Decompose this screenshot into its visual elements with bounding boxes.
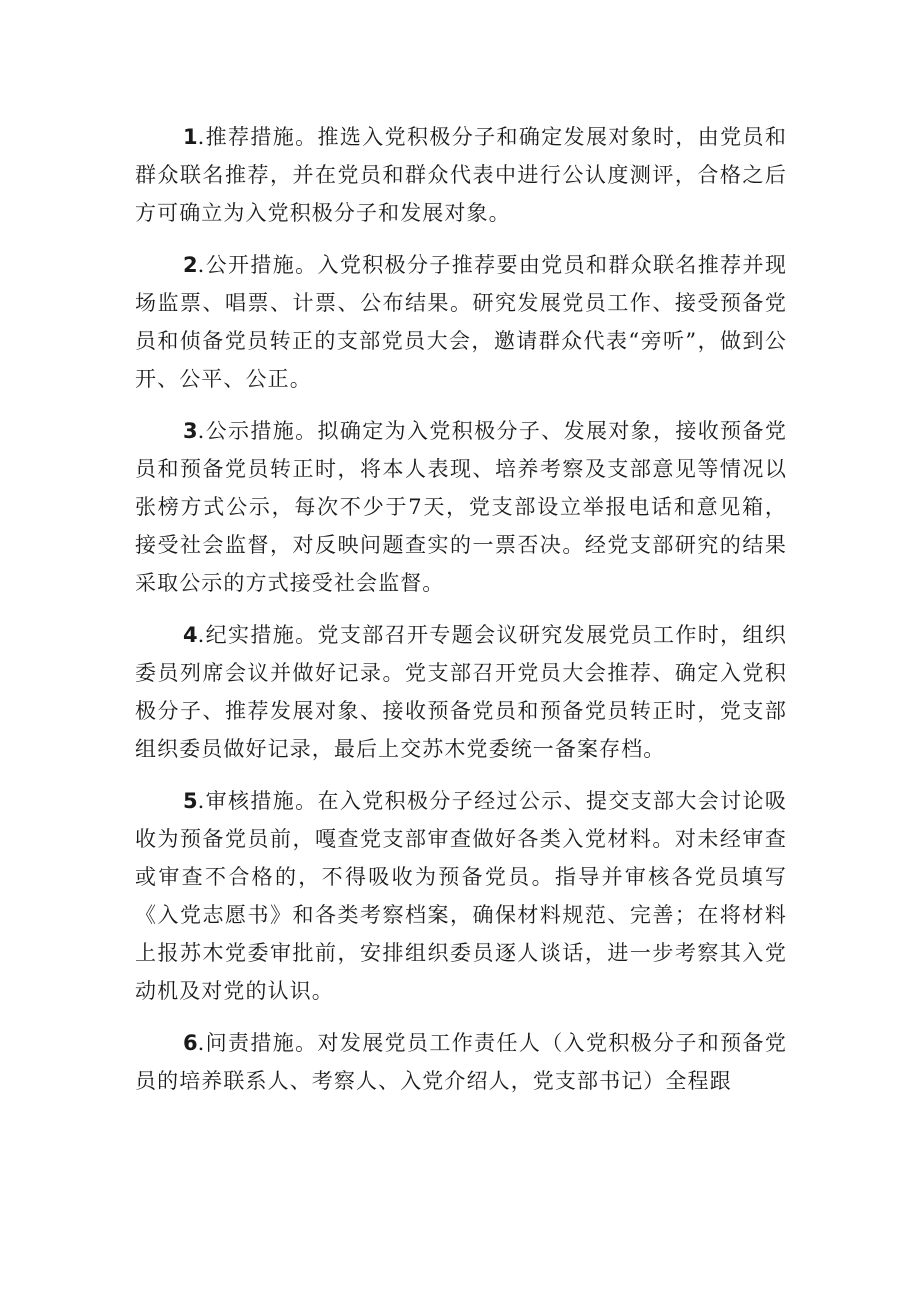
item-number: 4 [183, 623, 198, 647]
paragraph-text: .推荐措施。推选入党积极分子和确定发展对象时，由党员和群众联名推荐，并在党员和群众代表中进行公认度测评，合格之后方可确立为入党积极分子和发展对象。 [135, 125, 787, 225]
paragraph-text: .公开措施。入党积极分子推荐要由党员和群众联名推荐并现场监票、唱票、计票、公布结果。研究发展党员工作、接受预备党员和侦备党员转正的支部党员大会，邀请群众代表“旁听”，做到公开、公平、公正。 [135, 253, 787, 391]
item-number: 3 [183, 419, 198, 443]
item-number: 6 [183, 1031, 198, 1055]
paragraph-text: .纪实措施。党支部召开专题会议研究发展党员工作时，组织委员列席会议并做好记录。党支部召开党员大会推荐、确定入党积极分子、推荐发展对象、接收预备党员和预备党员转正时，党支部组织委员做好记录，最后上交苏木党委统一备案存档。 [135, 623, 787, 761]
paragraph-accountability [135, 1024, 787, 1100]
document-body [135, 118, 787, 1114]
paragraph-review [135, 782, 787, 1010]
paragraph-publicity [135, 412, 787, 602]
paragraph-public [135, 246, 787, 398]
paragraph-text: .问责措施。对发展党员工作责任人（入党积极分子和预备党员的培养联系人、考察人、入党介绍人，党支部书记）全程跟 [135, 1031, 787, 1093]
paragraph-record [135, 616, 787, 768]
item-number: 2 [183, 253, 198, 277]
item-number: 1 [183, 125, 198, 149]
item-number: 5 [183, 789, 198, 813]
paragraph-recommend [135, 118, 787, 232]
paragraph-text: .审核措施。在入党积极分子经过公示、提交支部大会讨论吸收为预备党员前，嘎查党支部审查做好各类入党材料。对未经审查或审查不合格的，不得吸收为预备党员。指导并审核各党员填写《入党志愿书》和各类考察档案，确保材料规范、完善；在将材料上报苏木党委审批前，安排组织委员逐人谈话，进一步考察其入党动机及对党的认识。 [135, 789, 787, 1003]
paragraph-text: .公示措施。拟确定为入党积极分子、发展对象，接收预备党员和预备党员转正时，将本人表现、培养考察及支部意见等情况以张榜方式公示，每次不少于7天，党支部设立举报电话和意见箱，接受社会监督，对反映问题查实的一票否决。经党支部研究的结果采取公示的方式接受社会监督。 [135, 419, 787, 595]
